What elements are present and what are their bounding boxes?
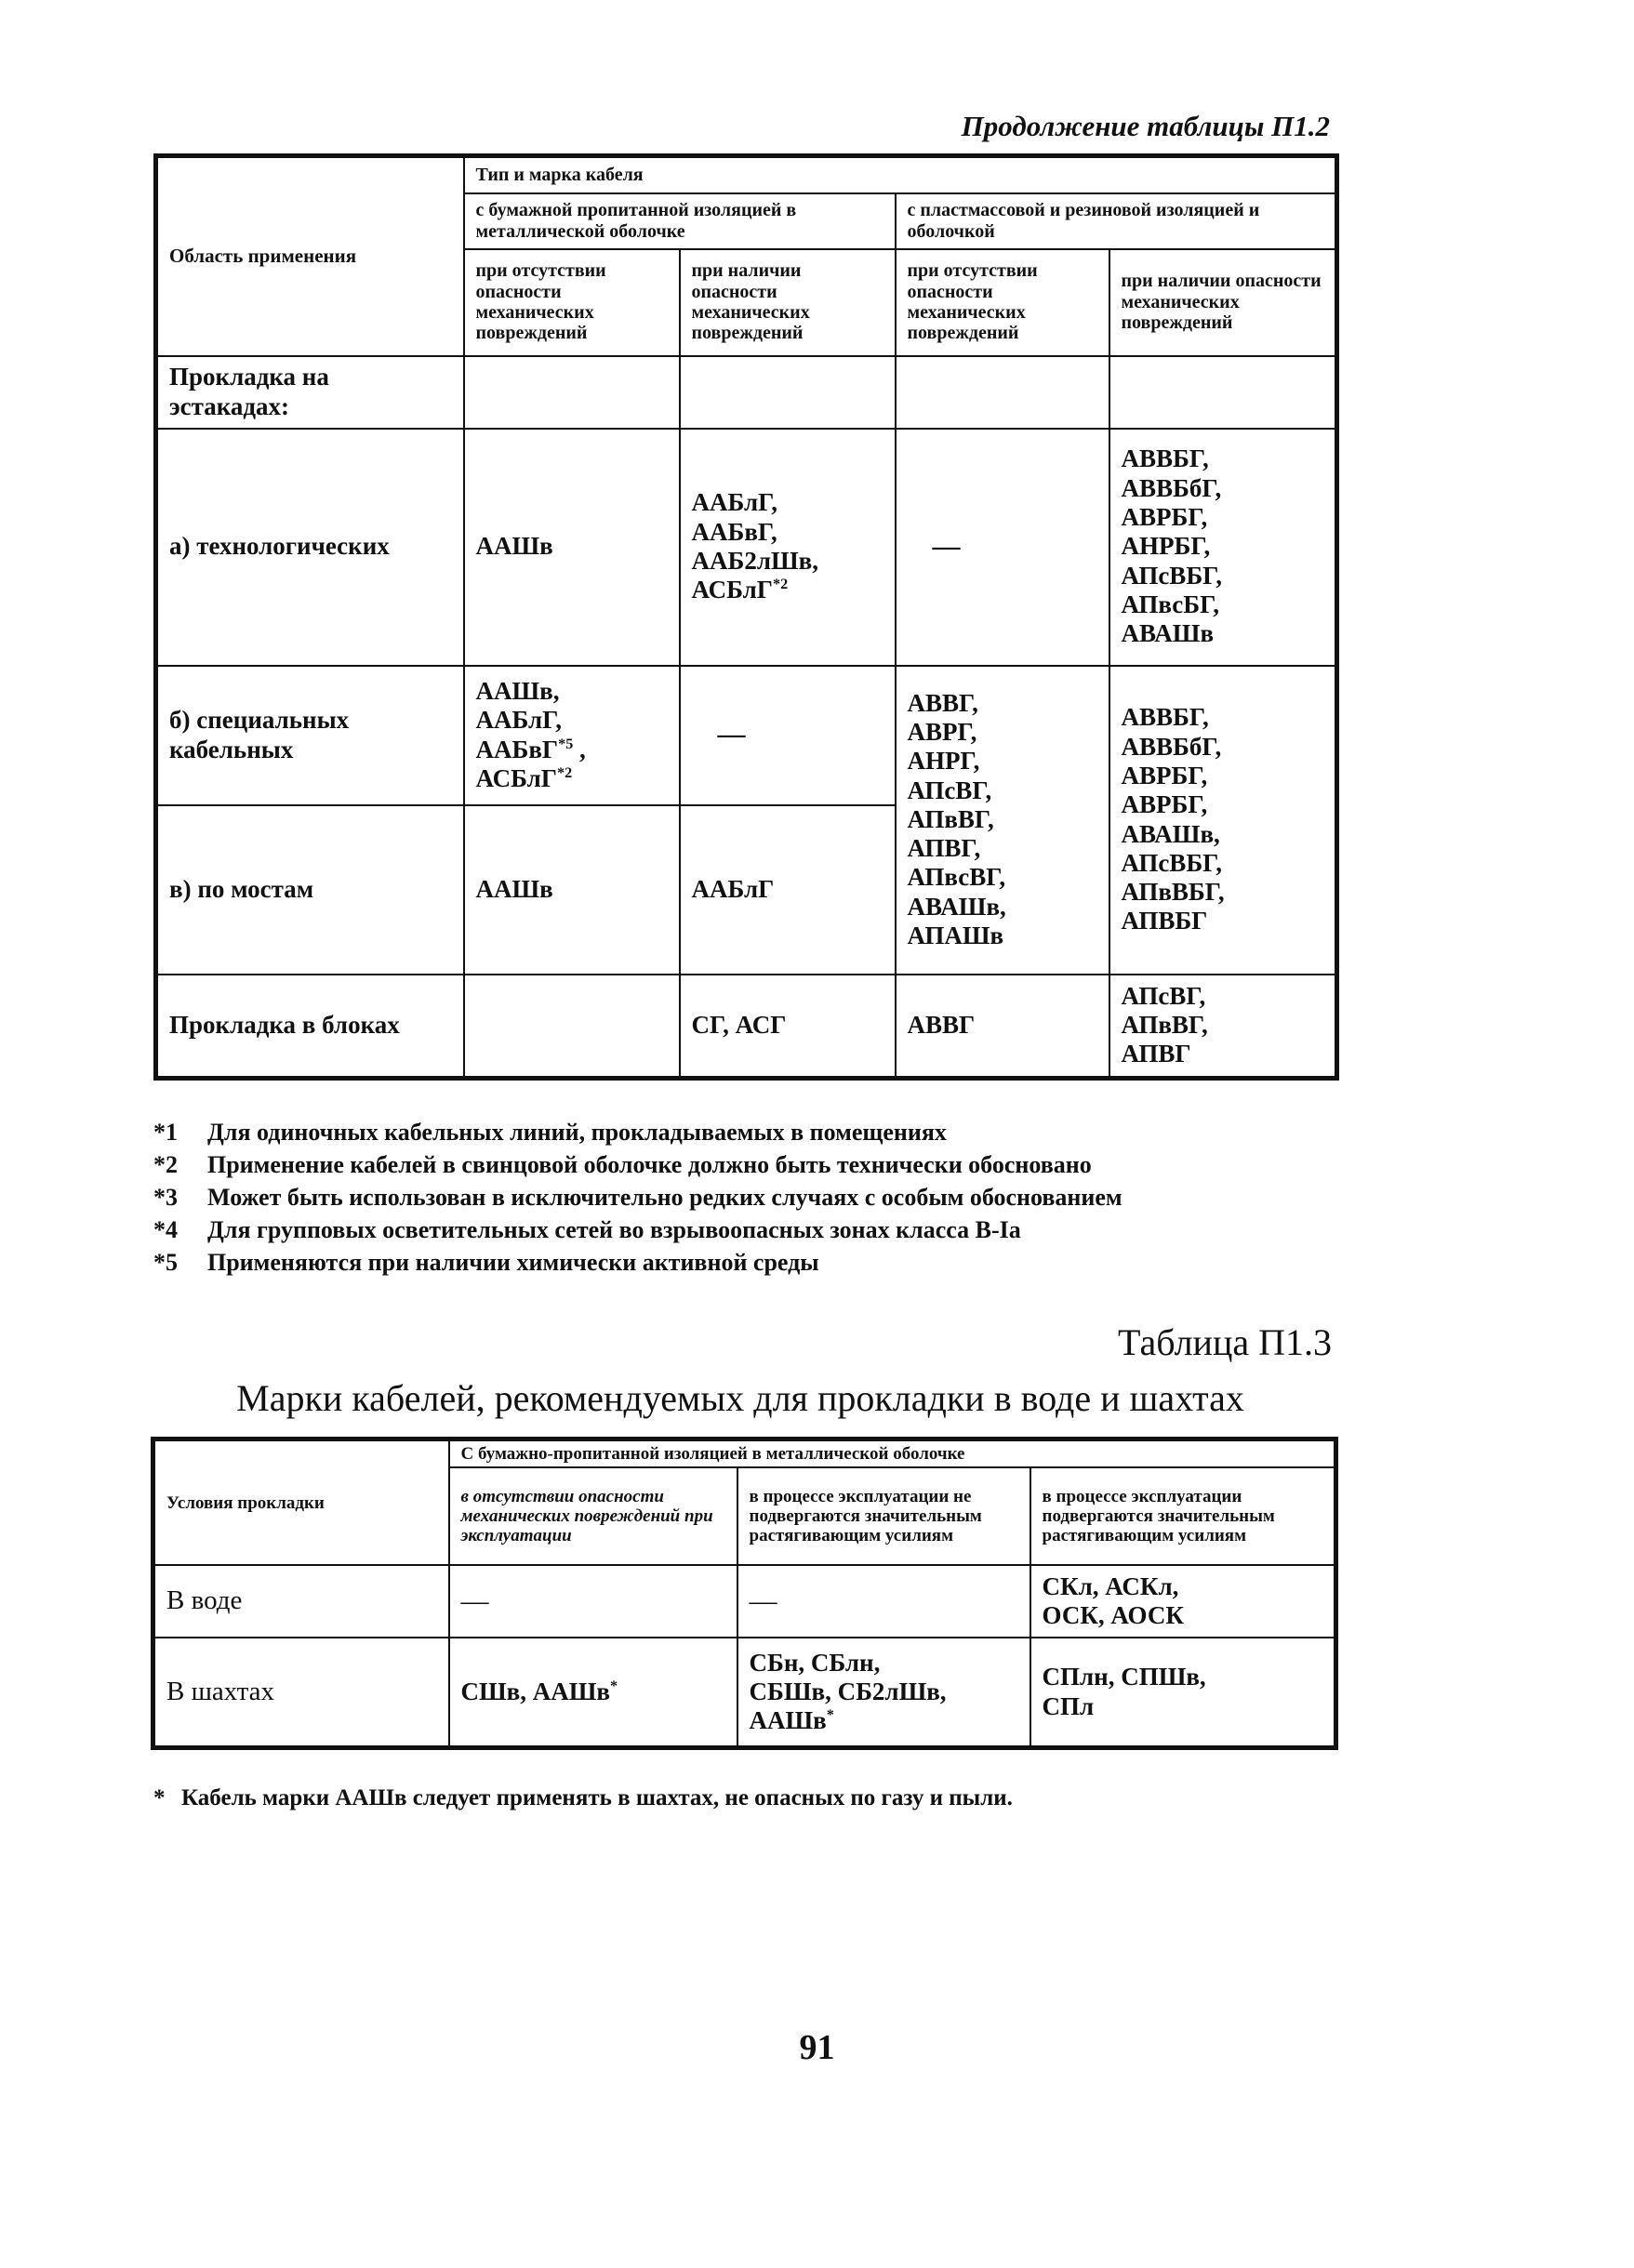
footnote-text: Кабель марки ААШв следует применять в шахтах, не опасных по газу и пыли.	[181, 1785, 1013, 1810]
footnotes-table-1	[153, 1116, 1339, 1279]
group-paper-header: с бумажной пропитанной изоляцией в металлической оболочке	[464, 193, 896, 249]
page-number: 91	[799, 2028, 835, 2067]
type-header: Тип и марка кабеля	[464, 156, 1337, 193]
row-mines-c1: СШв, ААШв*	[449, 1638, 737, 1747]
section-estakady: Прокладка на эстакадах:	[156, 356, 464, 429]
row-a-paper-yes: ААБлГ, ААБвГ, ААБ2лШв, АСБлГ$^{*2}$	[680, 429, 896, 666]
sub-header-danger-2: при наличии опасности механических повреждений	[1109, 249, 1337, 356]
sub-header-no-danger: при отсутствии опасности механических повреждений	[464, 249, 680, 356]
continuation-header: Продолжение таблицы П1.2	[961, 110, 1330, 142]
footnote-table-2	[153, 1785, 1339, 1811]
cable-table-p1-3	[151, 1437, 1338, 1750]
row-bc-plastic-yes: АВВБГ, АВВБбГ, АВРБГ, АВРБГ, АВАШв, АПсВБГ, АПвВБГ, АПВБГ	[1109, 666, 1337, 975]
row-a-area: а) технологических	[156, 429, 464, 666]
row-blocks-area: Прокладка в блоках	[156, 975, 464, 1079]
row-water-cond: В воде	[153, 1565, 449, 1638]
sub-header-danger: при наличии опасности механических повреждений	[680, 249, 896, 356]
footnote-mark: *	[153, 1785, 166, 1810]
row-blocks-plastic-no: АВВГ	[896, 975, 1109, 1079]
row-a-paper-no: ААШв	[464, 429, 680, 666]
sub-header-no-danger-2: при отсутствии опасности механических повреждений	[896, 249, 1109, 356]
footnote-1: *1 Для одиночных кабельных линий, прокладываемых в помещениях	[153, 1119, 947, 1146]
footnote-5: *5 Применяются при наличии химически активной среды	[153, 1249, 819, 1276]
row-b-paper-no: ААШв, ААБлГ, ААБвГ$^{*5}$ , АСБлГ$^{*2}$	[464, 666, 680, 805]
table-2-title: Марки кабелей, рекомендуемых для прокладки в воде и шахтах	[236, 1377, 1244, 1419]
row-c-paper-yes: ААБлГ	[680, 805, 896, 975]
row-b-paper-yes: —	[680, 666, 896, 805]
row-mines-c3: СПлн, СПШв, СПл	[1030, 1638, 1336, 1747]
row-c-area: в) по мостам	[156, 805, 464, 975]
row-blocks-paper-no	[464, 975, 680, 1079]
footnote-2: *2 Применение кабелей в свинцовой оболочке должно быть технически обосновано	[153, 1151, 1092, 1178]
group-header-2: С бумажно-пропитанной изоляцией в металлической оболочке	[449, 1439, 1336, 1468]
row-bc-plastic-no: АВВГ, АВРГ, АНРГ, АПсВГ, АПвВГ, АПВГ, АПвсВГ, АВАШв, АПАШв	[896, 666, 1109, 975]
area-header: Область применения	[156, 156, 464, 356]
row-mines-cond: В шахтах	[153, 1638, 449, 1747]
footnote-4: *4 Для групповых осветительных сетей во взрывоопасных зонах класса В-Iа	[153, 1216, 1021, 1243]
sub-header-2-3: в процессе эксплуатации подвергаются значительным растягивающим усилиям	[1030, 1467, 1336, 1565]
sub-header-2-2: в процессе эксплуатации не подвергаются значительным растягивающим усилиям	[737, 1467, 1030, 1565]
row-blocks-paper-yes: СГ, АСГ	[680, 975, 896, 1079]
row-blocks-plastic-yes: АПсВГ, АПвВГ, АПВГ	[1109, 975, 1337, 1079]
row-mines-c2: СБн, СБлн, СБШв, СБ2лШв, ААШв*	[737, 1638, 1030, 1747]
row-water-c1: —	[449, 1565, 737, 1638]
cond-header: Условия прокладки	[153, 1439, 449, 1566]
sub-header-2-1: в отсутствии опасности механических повреждений при эксплуатации	[449, 1467, 737, 1565]
group-plastic-header: с пластмассовой и резиновой изоляцией и оболочкой	[896, 193, 1337, 249]
row-water-c3: СКл, АСКл, ОСК, АОСК	[1030, 1565, 1336, 1638]
row-a-plastic-yes: АВВБГ, АВВБбГ, АВРБГ, АНРБГ, АПсВБГ, АПвсБГ, АВАШв	[1109, 429, 1337, 666]
table-2-number: Таблица П1.3	[1118, 1321, 1332, 1363]
row-water-c2: —	[737, 1565, 1030, 1638]
row-a-plastic-no: —	[896, 429, 1109, 666]
cable-table-p1-2	[153, 153, 1339, 1081]
footnote-3: *3 Может быть использован в исключительно редких случаях с особым обоснованием	[153, 1184, 1123, 1211]
row-b-area: б) специальных кабельных	[156, 666, 464, 805]
row-c-paper-no: ААШв	[464, 805, 680, 975]
